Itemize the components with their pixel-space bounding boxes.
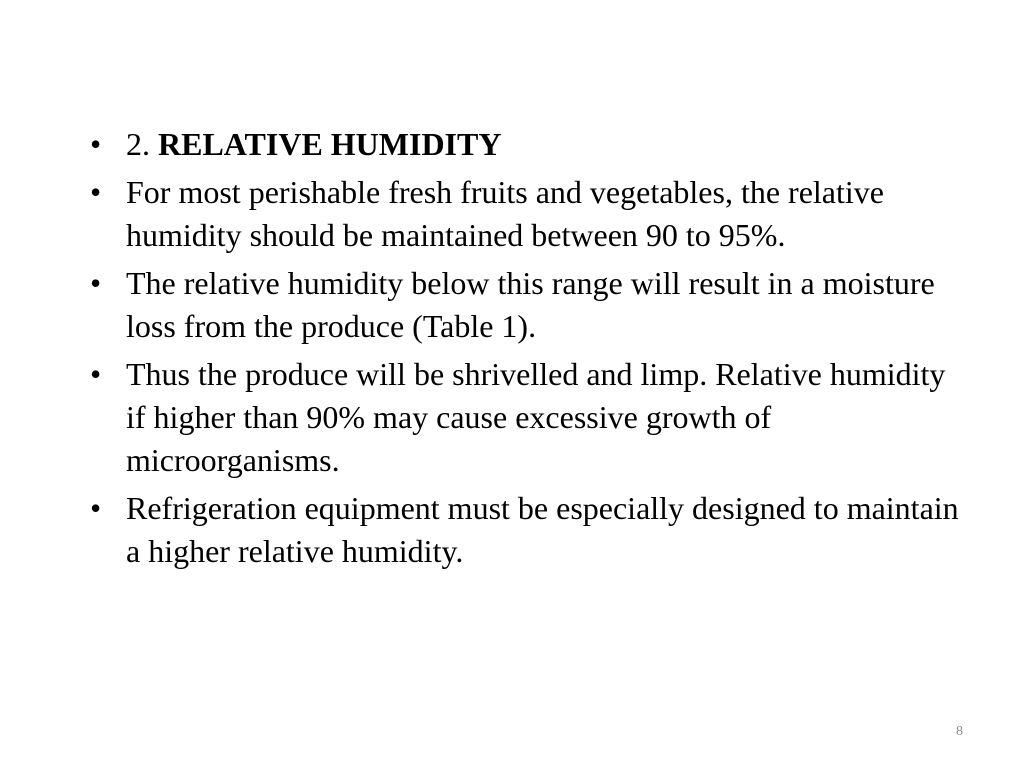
bullet-text: Thus the produce will be shrivelled and limp. Relative humidity if higher than 90% may cause excessive growth of microorganisms.	[126, 356, 946, 478]
bullet-dot-icon: •	[90, 174, 102, 210]
bullet-item	[90, 171, 960, 257]
heading-bullet	[90, 123, 960, 166]
bullet-dot-icon: •	[90, 265, 102, 301]
bullet-text: The relative humidity below this range will result in a moisture loss from the produce (Table 1).	[126, 265, 935, 344]
slide-number: 8	[956, 724, 963, 739]
bullet-dot-icon: •	[90, 356, 102, 392]
bullet-dot-icon: •	[90, 126, 102, 162]
bullet-list	[90, 123, 960, 578]
bullet-text: For most perishable fresh fruits and vegetables, the relative humidity should be maintained between 90 to 95%.	[126, 174, 884, 253]
bullet-text: Refrigeration equipment must be especially designed to maintain a higher relative humidity.	[126, 490, 959, 569]
bullet-item	[90, 262, 960, 348]
heading-number: 2.	[126, 126, 150, 162]
heading-title: RELATIVE HUMIDITY	[158, 126, 502, 162]
bullet-item	[90, 487, 960, 573]
bullet-item	[90, 353, 960, 482]
bullet-dot-icon: •	[90, 490, 102, 526]
